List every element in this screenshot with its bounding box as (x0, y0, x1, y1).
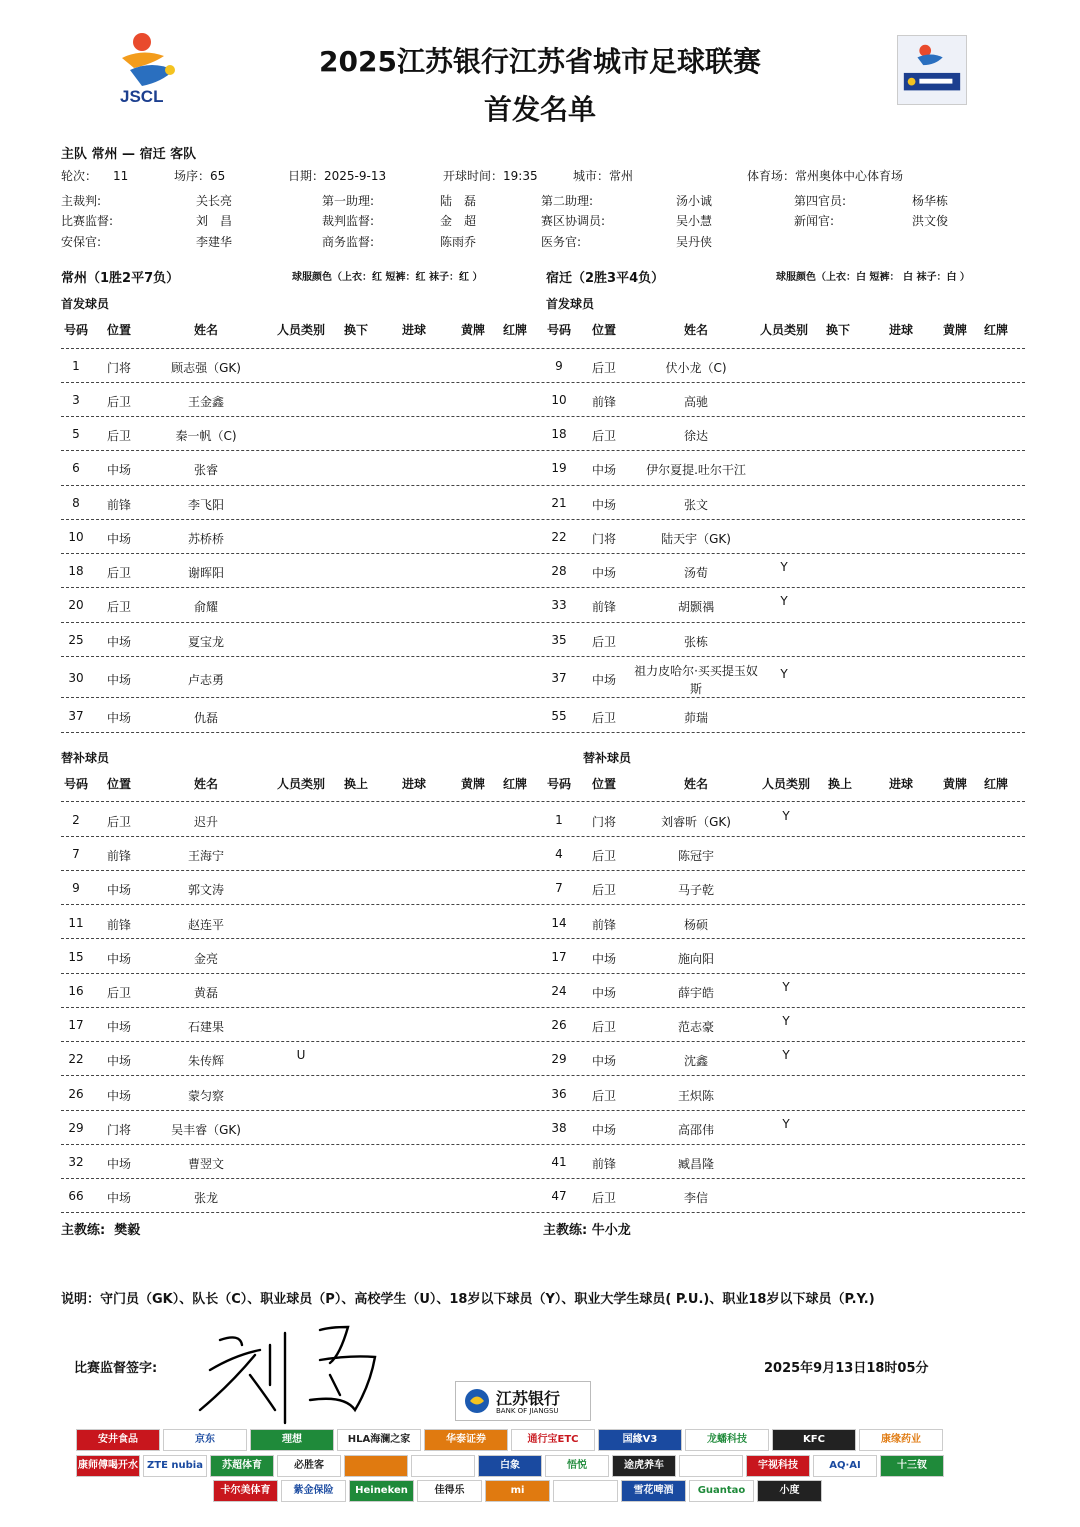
official-label: 第四官员: (794, 194, 847, 208)
row-divider (61, 1041, 1025, 1042)
sponsor-logo: 宇视科技 (746, 1455, 810, 1477)
row-divider (61, 801, 1025, 802)
away-starter-number: 22 (551, 530, 567, 544)
away-starter-position: 后卫 (591, 711, 617, 725)
home-sub-number: 29 (68, 1121, 84, 1135)
order-value: 65 (210, 169, 226, 183)
away-starter-position: 中场 (591, 463, 617, 477)
bank-emblem-icon (464, 1388, 490, 1414)
date-value: 2025-9-13 (324, 169, 387, 183)
away-sub-player-name: 陈冠宇 (677, 849, 715, 863)
home-sub-position: 前锋 (106, 918, 132, 932)
home-starter-position: 中场 (106, 463, 132, 477)
home-sub-number: 17 (68, 1018, 84, 1032)
away-sub-position: 中场 (591, 986, 617, 1000)
sponsor-logo (553, 1480, 618, 1502)
home-sub-player-name: 迟升 (193, 815, 219, 829)
away-start-col-header: 黄牌 (942, 323, 968, 337)
sponsor-logo: 国緣V3 (598, 1429, 682, 1451)
row-divider (61, 450, 1025, 451)
away-coach: 主教练: 牛小龙 (543, 1223, 631, 1238)
away-start-col-header: 换下 (825, 323, 851, 337)
sponsor-logo: HLA海澜之家 (337, 1429, 421, 1451)
page-title: 2025江苏银行江苏省城市足球联赛 (319, 45, 761, 78)
away-sub-number: 1 (555, 813, 563, 827)
away-sub-player-name: 高邵伟 (677, 1123, 715, 1137)
home-sub-number: 16 (68, 984, 84, 998)
away-starter-position: 后卫 (591, 429, 617, 443)
away-starter-player-name: 祖力皮哈尔·买买提玉奴斯 (634, 664, 758, 696)
home-starter-position: 前锋 (106, 498, 132, 512)
away-starter-number: 37 (551, 671, 567, 685)
home-coach: 主教练: 樊毅 (61, 1223, 141, 1238)
away-sub-number: 36 (551, 1087, 567, 1101)
home-sub-player-name: 张龙 (193, 1191, 219, 1205)
row-divider (61, 348, 1025, 349)
home-start-col-header: 姓名 (193, 323, 219, 337)
away-sub-player-name: 臧昌隆 (677, 1157, 715, 1171)
official-name: 杨华栋 (912, 194, 949, 208)
home-start-col-header: 进球 (401, 323, 427, 337)
home-sub-position: 中场 (106, 1020, 132, 1034)
sponsor-logo (679, 1455, 743, 1477)
away-sub-position: 中场 (591, 952, 617, 966)
home-kit: 球服颜色（上衣：红 短裤：红 袜子：红 ） (292, 272, 483, 283)
home-sub-player-name: 王海宁 (187, 849, 225, 863)
row-divider (61, 382, 1025, 383)
away-sub-position: 后卫 (591, 1020, 617, 1034)
home-sub-position: 后卫 (106, 815, 132, 829)
away-starter-number: 10 (551, 393, 567, 407)
away-sub-position: 前锋 (591, 1157, 617, 1171)
home-team-record: 常州（1胜2平7负） (61, 271, 180, 286)
official-name: 洪文俊 (912, 214, 949, 228)
away-starter-number: 18 (551, 427, 567, 441)
sponsor-logo: 通行宝ETC (511, 1429, 595, 1451)
away-sub-col-header: 换上 (827, 777, 853, 791)
sponsor-logo: 雪花啤酒 (621, 1480, 686, 1502)
home-sub-position: 中场 (106, 1157, 132, 1171)
home-sub-player-name: 郭文涛 (187, 883, 225, 897)
away-starter-number: 28 (551, 564, 567, 578)
home-start-col-header: 红牌 (502, 323, 528, 337)
home-sub-col-header: 人员类别 (276, 777, 326, 791)
sponsor-logo: 龙蟠科技 (685, 1429, 769, 1451)
home-starter-number: 37 (68, 709, 84, 723)
home-starter-number: 5 (72, 427, 80, 441)
away-start-col-header: 红牌 (983, 323, 1009, 337)
official-label: 第一助理: (322, 194, 375, 208)
row-divider (61, 587, 1025, 588)
away-sub-number: 47 (551, 1189, 567, 1203)
away-sub-player-type: Y (782, 1048, 790, 1062)
away-starter-position: 后卫 (591, 361, 617, 375)
home-starter-position: 后卫 (106, 600, 132, 614)
home-starter-player-name: 苏桥桥 (187, 532, 225, 546)
away-sub-player-name: 刘睿昕（GK) (661, 815, 731, 829)
away-starter-number: 55 (551, 709, 567, 723)
home-starter-number: 20 (68, 598, 84, 612)
home-starter-player-name: 卢志勇 (187, 673, 225, 687)
official-name: 汤小诚 (676, 194, 713, 208)
row-divider (61, 656, 1025, 657)
away-starter-number: 19 (551, 461, 567, 475)
away-starter-position: 前锋 (591, 600, 617, 614)
home-starter-position: 门将 (106, 361, 132, 375)
away-sub-position: 后卫 (591, 1191, 617, 1205)
home-starter-number: 10 (68, 530, 84, 544)
away-team-record: 宿迁（2胜3平4负） (546, 271, 665, 286)
row-divider (61, 519, 1025, 520)
bank-badge-logo (897, 35, 967, 105)
home-sub-col-header: 位置 (106, 777, 132, 791)
home-sub-col-header: 换上 (343, 777, 369, 791)
row-divider (61, 732, 1025, 733)
away-sub-player-name: 薛宇皓 (677, 986, 715, 1000)
home-sub-number: 26 (68, 1087, 84, 1101)
away-sub-number: 29 (551, 1052, 567, 1066)
home-starter-number: 3 (72, 393, 80, 407)
home-sub-position: 中场 (106, 1089, 132, 1103)
away-sub-number: 41 (551, 1155, 567, 1169)
row-divider (61, 1144, 1025, 1145)
home-starter-position: 中场 (106, 532, 132, 546)
away-sub-number: 14 (551, 916, 567, 930)
away-starter-position: 后卫 (591, 635, 617, 649)
home-starter-player-name: 谢晖阳 (187, 566, 225, 580)
sponsor-logo: 华泰证券 (424, 1429, 508, 1451)
away-sub-position: 后卫 (591, 849, 617, 863)
away-sub-position: 门将 (591, 815, 617, 829)
away-sub-position: 后卫 (591, 1089, 617, 1103)
sponsor-logo: 白象 (478, 1455, 542, 1477)
away-starter-player-type: Y (780, 560, 788, 574)
home-sub-number: 66 (68, 1189, 84, 1203)
row-divider (61, 1212, 1025, 1213)
away-start-col-header: 位置 (591, 323, 617, 337)
home-sub-position: 门将 (106, 1123, 132, 1137)
away-sub-player-type: Y (782, 1117, 790, 1131)
away-start-col-header: 人员类别 (759, 323, 809, 337)
home-starter-player-name: 秦一帆（C) (175, 429, 237, 443)
row-divider (61, 904, 1025, 905)
away-starter-number: 33 (551, 598, 567, 612)
away-start-col-header: 号码 (546, 323, 572, 337)
away-sub-col-header: 姓名 (683, 777, 709, 791)
sponsor-logo (411, 1455, 475, 1477)
sponsor-logo (344, 1455, 408, 1477)
home-sub-position: 中场 (106, 1191, 132, 1205)
row-divider (61, 1178, 1025, 1179)
sponsor-logo: 紫金保险 (281, 1480, 346, 1502)
official-name: 金 超 (440, 214, 477, 228)
official-label: 比赛监督: (61, 214, 114, 228)
home-sub-col-header: 姓名 (193, 777, 219, 791)
home-sub-position: 中场 (106, 883, 132, 897)
away-sub-player-name: 范志豪 (677, 1020, 715, 1034)
sponsor-logo: 京东 (163, 1429, 247, 1451)
home-starter-position: 后卫 (106, 566, 132, 580)
away-starter-position: 中场 (591, 498, 617, 512)
away-starter-position: 中场 (591, 566, 617, 580)
home-starters-label: 首发球员 (61, 297, 110, 311)
signature-image (180, 1315, 390, 1425)
away-starters-label: 首发球员 (546, 297, 595, 311)
home-sub-col-header: 黄牌 (460, 777, 486, 791)
sponsor-logo: 悟悦 (545, 1455, 609, 1477)
home-starter-position: 中场 (106, 635, 132, 649)
home-sub-col-header: 号码 (63, 777, 89, 791)
official-name: 刘 昌 (196, 214, 233, 228)
away-starter-player-name: 伊尔夏提.吐尔干江 (646, 463, 746, 477)
home-sub-player-name: 黄磊 (193, 986, 219, 1000)
home-starter-number: 6 (72, 461, 80, 475)
away-sub-player-name: 杨硕 (683, 918, 709, 932)
official-label: 裁判监督: (322, 214, 375, 228)
sponsor-logo: 苏超体育 (210, 1455, 274, 1477)
sponsor-logo: 卡尔美体育 (213, 1480, 278, 1502)
away-sub-number: 38 (551, 1121, 567, 1135)
home-sub-number: 9 (72, 881, 80, 895)
away-starter-position: 门将 (591, 532, 617, 546)
away-starter-player-name: 高驰 (683, 395, 709, 409)
home-starter-player-name: 李飞阳 (187, 498, 225, 512)
away-sub-player-type: Y (782, 809, 790, 823)
home-sub-number: 32 (68, 1155, 84, 1169)
official-label: 商务监督: (322, 235, 375, 249)
away-starter-player-type: Y (780, 667, 788, 681)
away-starter-player-name: 茆瑞 (683, 711, 709, 725)
away-sub-col-header: 黄牌 (942, 777, 968, 791)
row-divider (61, 1110, 1025, 1111)
away-sub-position: 后卫 (591, 883, 617, 897)
home-starter-player-name: 王金鑫 (187, 395, 225, 409)
home-starter-player-name: 俞耀 (193, 600, 219, 614)
official-name: 关长亮 (196, 194, 233, 208)
sponsor-logo: 途虎养车 (612, 1455, 676, 1477)
page-subtitle: 首发名单 (483, 93, 596, 126)
sponsor-logo: KFC (772, 1429, 856, 1451)
signature-label: 比赛监督签字: (74, 1361, 158, 1376)
sign-time: 2025年9月13日18时05分 (764, 1361, 929, 1376)
away-sub-position: 前锋 (591, 918, 617, 932)
away-starter-player-name: 徐达 (683, 429, 709, 443)
home-sub-number: 22 (68, 1052, 84, 1066)
row-divider (61, 973, 1025, 974)
home-start-col-header: 人员类别 (276, 323, 326, 337)
home-sub-position: 中场 (106, 1054, 132, 1068)
official-name: 李建华 (196, 235, 233, 249)
home-sub-player-name: 曹翌文 (187, 1157, 225, 1171)
sponsor-logo: mi (485, 1480, 550, 1502)
official-name: 陆 磊 (440, 194, 477, 208)
home-sub-position: 中场 (106, 952, 132, 966)
away-subs-label: 替补球员 (583, 751, 632, 765)
sponsor-logo: ZTE nubia (143, 1455, 207, 1477)
home-sub-col-header: 红牌 (502, 777, 528, 791)
away-start-col-header: 姓名 (683, 323, 709, 337)
home-sub-player-name: 吴丰睿（GK) (171, 1123, 241, 1137)
away-starter-player-name: 陆天宇（GK) (661, 532, 731, 546)
legend-note: 说明：守门员（GK）、队长（C）、职业球员（P）、高校学生（U）、18岁以下球员（Y）、职业大学生球员( P.U.)、职业18岁以下球员（P.Y.) (61, 1292, 875, 1307)
sponsor-logo: AQ·AI (813, 1455, 877, 1477)
svg-text:JSCL: JSCL (120, 87, 164, 106)
official-label: 赛区协调员: (541, 214, 606, 228)
away-sub-player-name: 沈鑫 (683, 1054, 709, 1068)
away-kit: 球服颜色（上衣：白 短裤： 白 袜子：白 ） (776, 272, 970, 283)
home-sub-player-name: 朱传辉 (187, 1054, 225, 1068)
home-starter-position: 中场 (106, 711, 132, 725)
home-starter-number: 18 (68, 564, 84, 578)
away-starter-position: 前锋 (591, 395, 617, 409)
home-subs-label: 替补球员 (61, 751, 110, 765)
home-starter-player-name: 夏宝龙 (187, 635, 225, 649)
sponsor-logo: 康师傅喝开水 (76, 1455, 140, 1477)
row-divider (61, 416, 1025, 417)
away-sub-col-header: 号码 (546, 777, 572, 791)
away-sub-player-type: Y (782, 1014, 790, 1028)
row-divider (61, 938, 1025, 939)
city-value: 常州 (609, 169, 634, 183)
home-starter-player-name: 顾志强（GK) (171, 361, 241, 375)
row-divider (61, 622, 1025, 623)
home-starter-position: 中场 (106, 673, 132, 687)
away-start-col-header: 进球 (888, 323, 914, 337)
official-label: 安保官: (61, 235, 102, 249)
official-label: 主裁判: (61, 194, 102, 208)
away-sub-col-header: 位置 (591, 777, 617, 791)
home-sub-number: 2 (72, 813, 80, 827)
round-value: 11 (113, 169, 129, 183)
away-sub-player-name: 马子乾 (677, 883, 715, 897)
official-name: 吴小慧 (676, 214, 713, 228)
home-starter-player-name: 张睿 (193, 463, 219, 477)
home-sub-player-name: 金亮 (193, 952, 219, 966)
official-name: 吴丹侠 (676, 235, 713, 249)
away-sub-number: 24 (551, 984, 567, 998)
away-sub-player-name: 施向阳 (677, 952, 715, 966)
home-starter-number: 8 (72, 496, 80, 510)
away-sub-col-header: 人员类别 (761, 777, 811, 791)
home-starter-number: 30 (68, 671, 84, 685)
home-starter-number: 25 (68, 633, 84, 647)
home-sub-position: 后卫 (106, 986, 132, 1000)
away-starter-player-name: 张栋 (683, 635, 709, 649)
sponsor-logo: 小度 (757, 1480, 822, 1502)
away-sub-player-name: 王炽陈 (677, 1089, 715, 1103)
away-sub-number: 26 (551, 1018, 567, 1032)
away-sub-player-type: Y (782, 980, 790, 994)
row-divider (61, 1075, 1025, 1076)
sponsor-logo: 安井食品 (76, 1429, 160, 1451)
sponsor-logo: 康缘药业 (859, 1429, 943, 1451)
away-sub-position: 中场 (591, 1123, 617, 1137)
away-sub-number: 7 (555, 881, 563, 895)
sponsor-logo: Heineken (349, 1480, 414, 1502)
sponsor-logo: 十三钗 (880, 1455, 944, 1477)
official-label: 第二助理: (541, 194, 594, 208)
home-sub-col-header: 进球 (401, 777, 427, 791)
home-starter-position: 后卫 (106, 395, 132, 409)
away-sub-position: 中场 (591, 1054, 617, 1068)
official-label: 医务官: (541, 235, 582, 249)
teams-line: 主队 常州 — 宿迁 客队 (61, 147, 197, 162)
home-sub-player-name: 赵连平 (187, 918, 225, 932)
home-start-col-header: 换下 (343, 323, 369, 337)
row-divider (61, 870, 1025, 871)
home-start-col-header: 黄牌 (460, 323, 486, 337)
row-divider (61, 697, 1025, 698)
home-starter-player-name: 仇磊 (193, 711, 219, 725)
home-sub-number: 11 (68, 916, 84, 930)
sponsor-logo: Guantao (689, 1480, 754, 1502)
away-starter-player-name: 胡颢禑 (677, 600, 715, 614)
away-sub-number: 17 (551, 950, 567, 964)
away-sub-number: 4 (555, 847, 563, 861)
home-start-col-header: 位置 (106, 323, 132, 337)
sponsor-logo: 佳得乐 (417, 1480, 482, 1502)
official-name: 陈雨乔 (440, 235, 477, 249)
away-starter-player-name: 张文 (683, 498, 709, 512)
row-divider (61, 485, 1025, 486)
away-starter-player-name: 汤荀 (683, 566, 709, 580)
venue-value: 常州奥体中心体育场 (795, 169, 904, 183)
home-sub-number: 7 (72, 847, 80, 861)
away-starter-number: 35 (551, 633, 567, 647)
home-sub-number: 15 (68, 950, 84, 964)
row-divider (61, 1007, 1025, 1008)
home-sub-position: 前锋 (106, 849, 132, 863)
home-starter-number: 1 (72, 359, 80, 373)
sponsor-logo: 理想 (250, 1429, 334, 1451)
away-sub-col-header: 红牌 (983, 777, 1009, 791)
away-starter-player-type: Y (780, 594, 788, 608)
bank-of-jiangsu-logo: 江苏银行 BANK OF JIANGSU (455, 1381, 591, 1421)
away-sub-player-name: 李信 (683, 1191, 709, 1205)
home-sub-player-name: 石建果 (187, 1020, 225, 1034)
home-start-col-header: 号码 (63, 323, 89, 337)
home-starter-position: 后卫 (106, 429, 132, 443)
away-starter-number: 21 (551, 496, 567, 510)
sponsor-logo: 必胜客 (277, 1455, 341, 1477)
home-sub-player-type: U (296, 1048, 306, 1062)
official-label: 新闻官: (794, 214, 835, 228)
away-starter-position: 中场 (591, 673, 617, 687)
kickoff-value: 19:35 (503, 169, 538, 183)
row-divider (61, 553, 1025, 554)
away-sub-col-header: 进球 (888, 777, 914, 791)
home-sub-player-name: 蒙匀察 (187, 1089, 225, 1103)
row-divider (61, 836, 1025, 837)
away-starter-player-name: 伏小龙（C) (665, 361, 727, 375)
away-starter-number: 9 (555, 359, 563, 373)
